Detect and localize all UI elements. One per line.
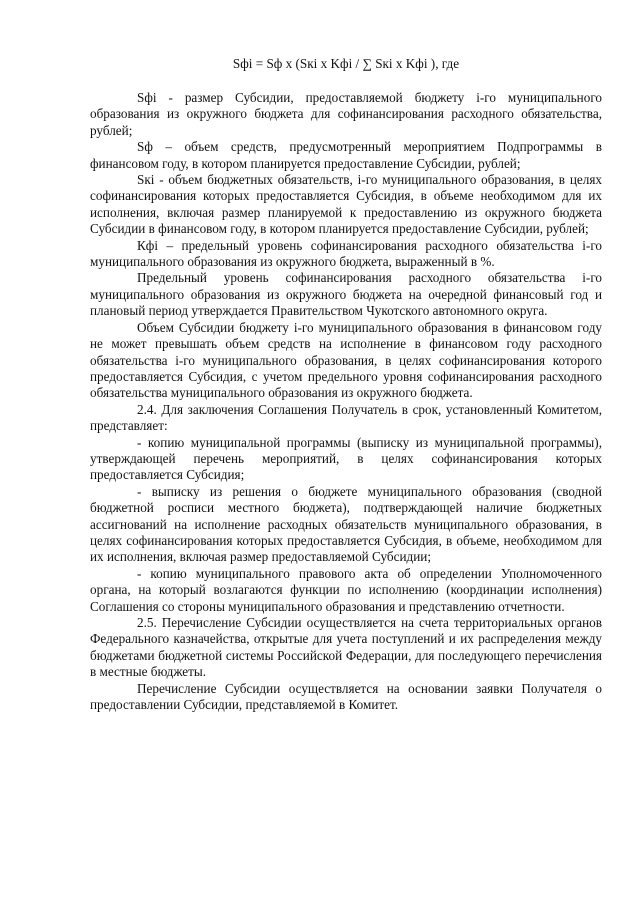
paragraph-transfer-basis: Перечисление Субсидии осуществляется на основании заявки Получателя о предоставлении Субсидии, представляемой в Комитет. <box>90 680 602 713</box>
paragraph-cofinancing-level: Предельный уровень софинансирования расходного обязательства i-го муниципального образования из окружного бюджета на очередной финансовый год и плановый период утверждается Правительством Чукотского автономного округа. <box>90 270 602 319</box>
list-item-legal-act-copy: - копию муниципального правового акта об определении Уполномоченного органа, на который возлагаются функции по исполнению (координации исполнения) Соглашения со стороны муниципального образования и представлению отчетности. <box>90 565 602 614</box>
paragraph-section-2-5: 2.5. Перечисление Субсидии осуществляется на счета территориальных органов Федерального казначейства, открытые для учета поступлений и их распределения между бюджетами бюджетной системы Российской Федерации, для последующего перечисления в местные бюджеты. <box>90 615 602 680</box>
list-item-program-copy: - копию муниципальной программы (выписку из муниципальной программы), утверждающей перечень мероприятий, в целях софинансирования которых предоставляется Субсидия; <box>90 434 602 483</box>
subsidy-formula: Sфi = Sф x (Sкi x Kфi / ∑ Sкi x Kфi ), где <box>232 56 460 71</box>
paragraph-subsidy-limit: Объем Субсидии бюджету i-го муниципального образования в финансовом году не может превышать объем средств на исполнение в финансовом году расходного обязательства i-го муниципального образования, в целях софинансирования которого предоставляется Субсидия, с учетом предельного уровня софинансирования расходного обязательства муниципального образования из окружного бюджета. <box>90 319 602 401</box>
paragraph-section-2-4: 2.4. Для заключения Соглашения Получатель в срок, установленный Комитетом, представляет: <box>90 401 602 434</box>
list-item-budget-extract: - выписку из решения о бюджете муниципального образования (сводной бюджетной росписи местного бюджета), подтверждающей наличие бюджетных ассигнований на исполнение расходных обязательств муниципального образования, в целях софинансирования которых предоставляется Субсидия, в объеме, необходимом для их исполнения, включая размер предоставляемой Субсидии; <box>90 483 602 565</box>
paragraph-ski-definition: Sкi - объем бюджетных обязательств, i-го муниципального образования, в целях софинансирования которых предоставляется Субсидия, в объеме необходимом для их исполнения, включая размер планируемой к предоставлению из окружного бюджета Субсидии в финансовом году, в котором планируется предоставление Субсидии, рублей; <box>90 172 602 237</box>
document-page <box>90 55 602 713</box>
paragraph-kfi-definition: Кфi – предельный уровень софинансирования расходного обязательства i-го муниципального образования из окружного бюджета, выраженный в %. <box>90 237 602 270</box>
paragraph-sfi-definition: Sфi - размер Субсидии, предоставляемой бюджету i-го муниципального образования из окружного бюджета для софинансирования расходного обязательства, рублей; <box>90 90 602 138</box>
paragraph-sf-definition: Sф – объем средств, предусмотренный мероприятием Подпрограммы в финансовом году, в котором планируется предоставление Субсидии, рублей; <box>90 139 602 171</box>
